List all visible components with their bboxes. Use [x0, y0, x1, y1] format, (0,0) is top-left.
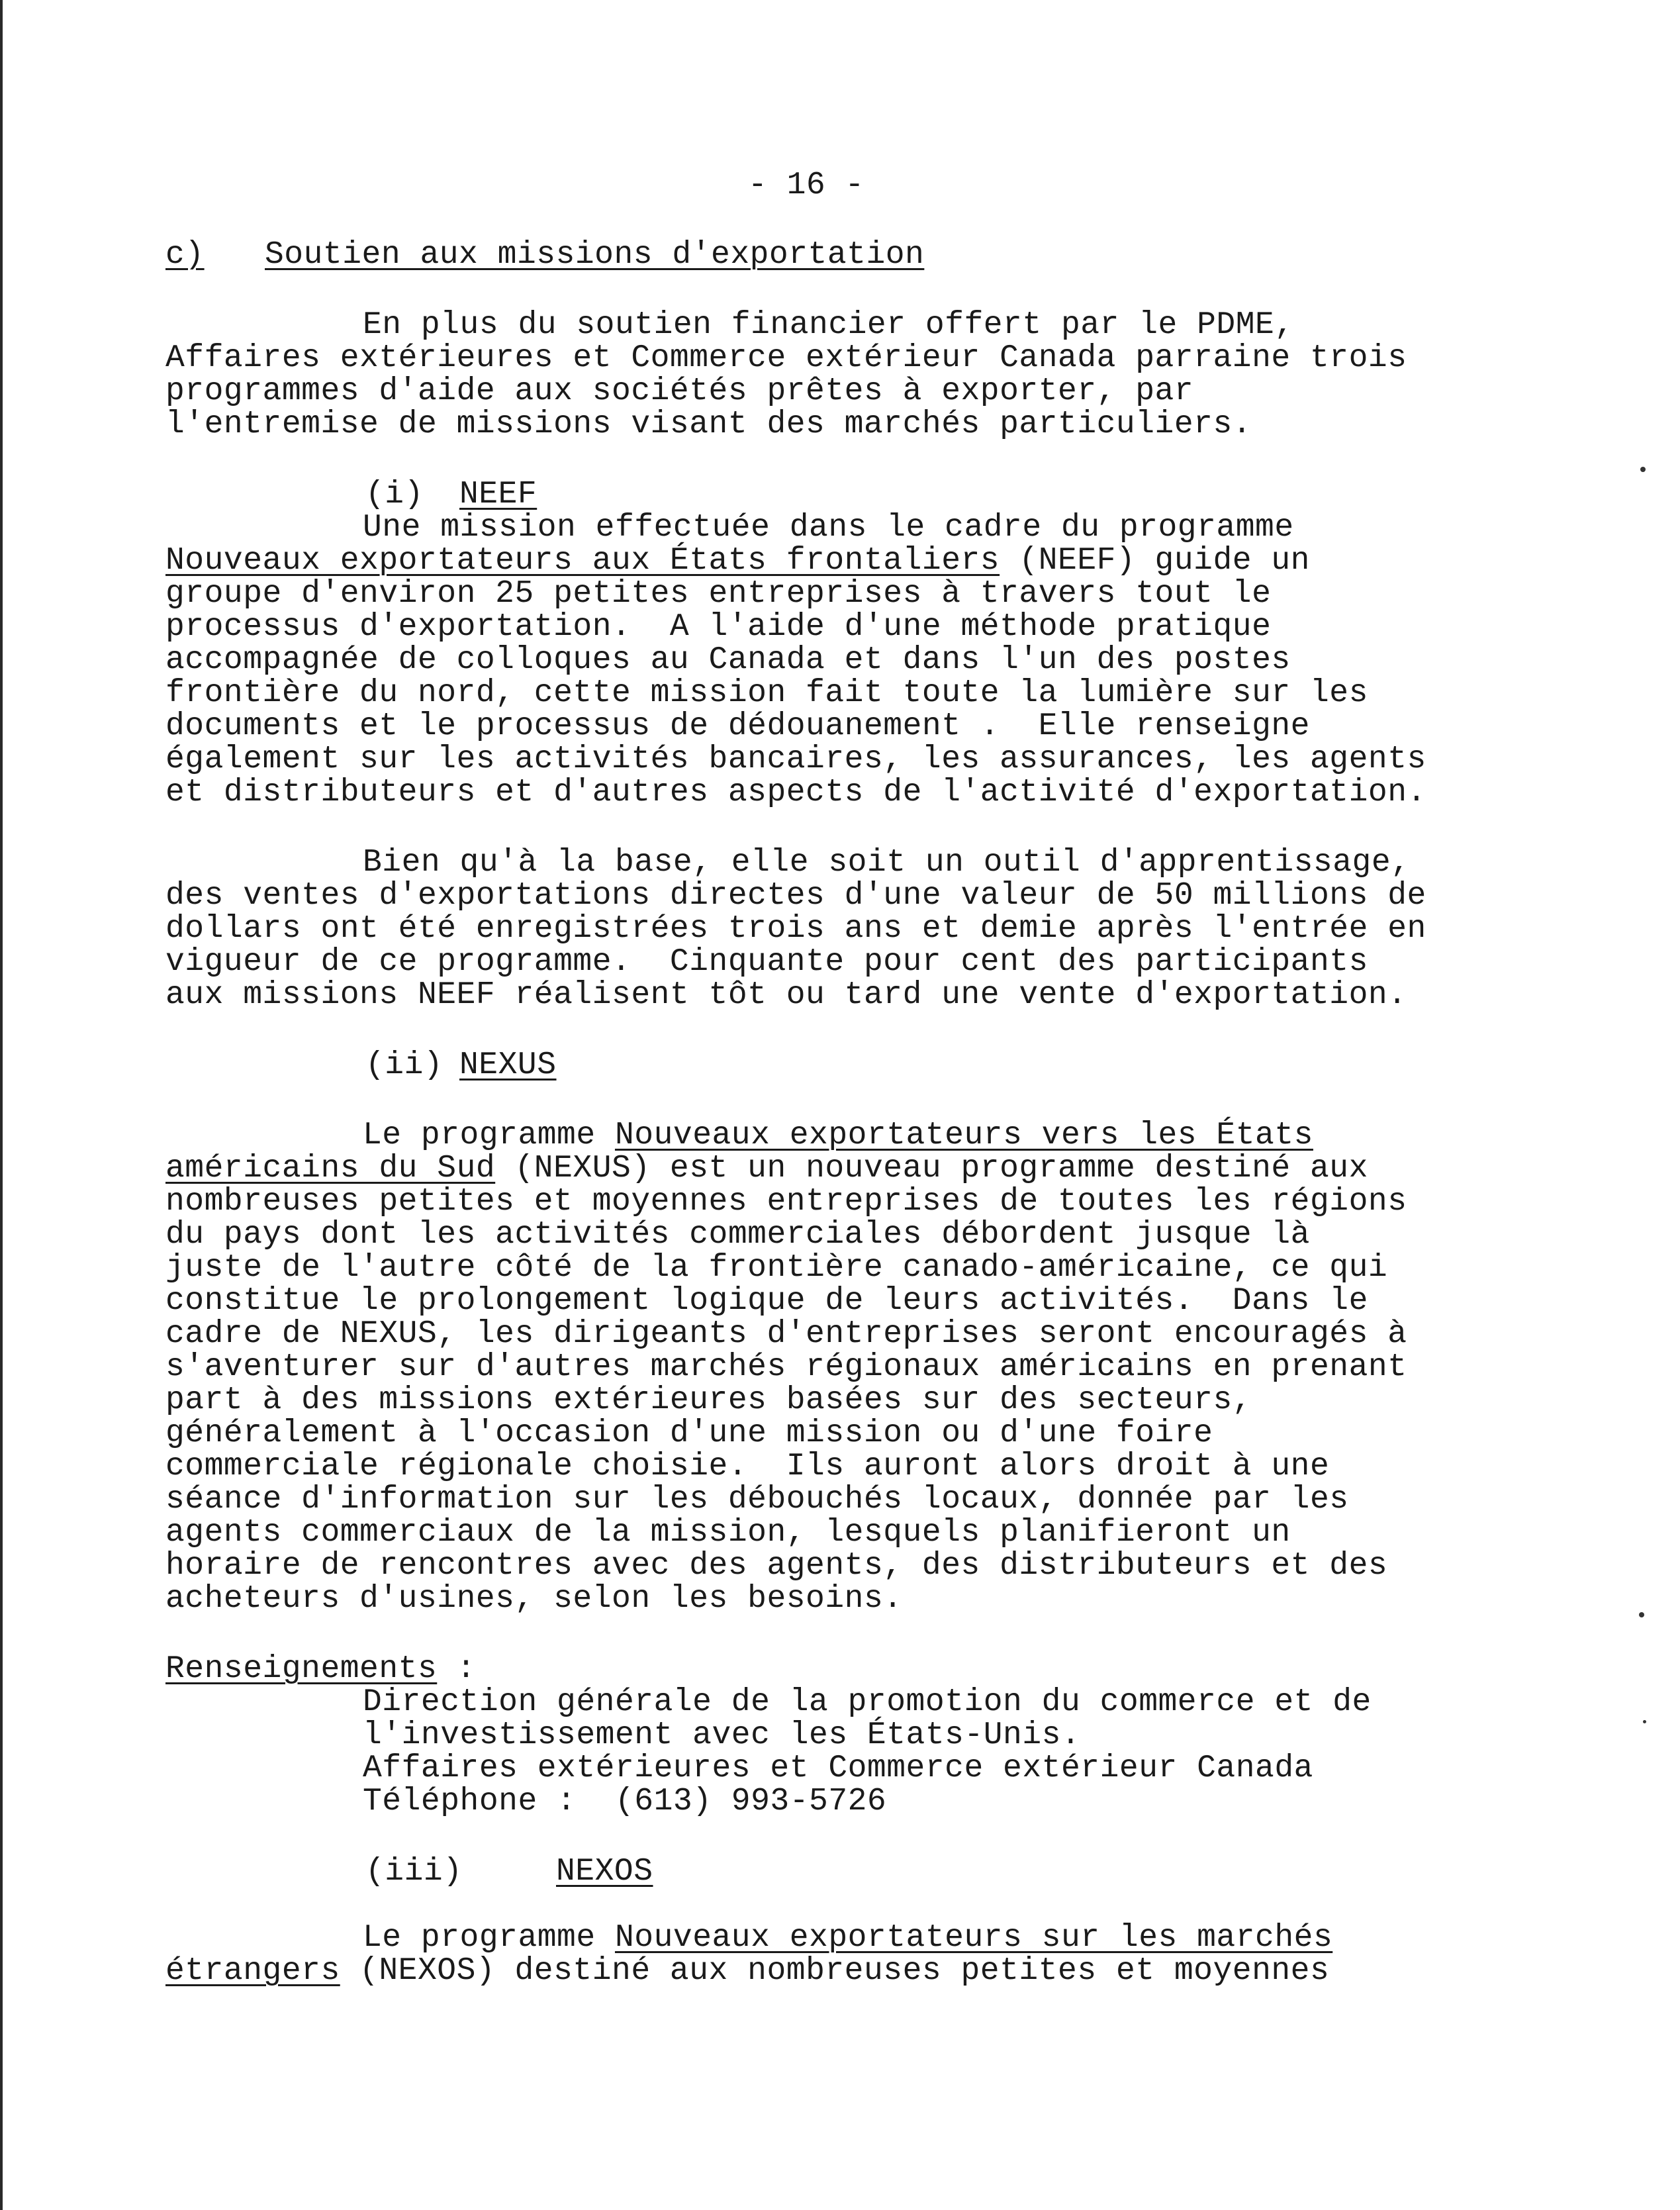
- nexus-line: juste de l'autre côté de la frontière canado-américaine, ce qui: [165, 1250, 1388, 1286]
- intro-line: Affaires extérieures et Commerce extérieur Canada parraine trois: [165, 340, 1407, 376]
- section-letter: c): [165, 237, 205, 273]
- nexus-label: (ii): [365, 1047, 443, 1083]
- scan-speck: [1640, 467, 1646, 472]
- scan-edge: [0, 0, 3, 2210]
- nexus-line: nombreuses petites et moyennes entreprises de toutes les régions: [165, 1184, 1407, 1220]
- page-number: - 16 -: [748, 168, 864, 203]
- neef-line: également sur les activités bancaires, les assurances, les agents: [165, 742, 1426, 777]
- neef-line: processus d'exportation. A l'aide d'une méthode pratique: [165, 609, 1272, 645]
- section-title: Soutien aux missions d'exportation: [265, 237, 925, 273]
- neef-para2-line: Bien qu'à la base, elle soit un outil d'apprentissage,: [363, 845, 1411, 881]
- nexus-line: s'aventurer sur d'autres marchés régionaux américains en prenant: [165, 1349, 1407, 1385]
- neef-line: Nouveaux exportateurs aux États frontaliers (NEEF) guide un: [165, 543, 1310, 579]
- nexos-label: (iii): [365, 1854, 463, 1890]
- nexus-line: constitue le prolongement logique de leurs activités. Dans le: [165, 1283, 1368, 1319]
- nexus-line: américains du Sud (NEXUS) est un nouveau programme destiné aux: [165, 1151, 1368, 1186]
- nexos-heading: NEXOS: [556, 1854, 653, 1890]
- nexus-line: acheteurs d'usines, selon les besoins.: [165, 1581, 903, 1617]
- info-line: Affaires extérieures et Commerce extérieur Canada: [363, 1751, 1313, 1786]
- neef-para2-line: vigueur de ce programme. Cinquante pour cent des participants: [165, 944, 1368, 980]
- intro-line: programmes d'aide aux sociétés prêtes à exporter, par: [165, 373, 1194, 409]
- nexus-line: séance d'information sur les débouchés locaux, donnée par les: [165, 1482, 1349, 1517]
- nexos-line: étrangers (NEXOS) destiné aux nombreuses petites et moyennes: [165, 1953, 1330, 1989]
- info-line: Téléphone : (613) 993-5726: [363, 1784, 887, 1819]
- neef-para2-line: des ventes d'exportations directes d'une valeur de 50 millions de: [165, 878, 1426, 914]
- neef-line: documents et le processus de dédouanement . Elle renseigne: [165, 708, 1310, 744]
- nexos-line: Le programme Nouveaux exportateurs sur les marchés: [363, 1920, 1333, 1956]
- nexus-line: commerciale régionale choisie. Ils auront alors droit à une: [165, 1449, 1330, 1484]
- neef-para2-line: dollars ont été enregistrées trois ans et demie après l'entrée en: [165, 911, 1426, 947]
- neef-line: et distributeurs et d'autres aspects de l'activité d'exportation.: [165, 775, 1426, 810]
- neef-line: Une mission effectuée dans le cadre du programme: [363, 510, 1294, 546]
- scan-speck: [1643, 1720, 1646, 1723]
- nexus-line: part à des missions extérieures basées sur des secteurs,: [165, 1382, 1252, 1418]
- nexus-line: cadre de NEXUS, les dirigeants d'entreprises seront encouragés à: [165, 1316, 1407, 1352]
- neef-para2-line: aux missions NEEF réalisent tôt ou tard une vente d'exportation.: [165, 977, 1407, 1013]
- nexus-heading: NEXUS: [459, 1047, 557, 1083]
- intro-line: En plus du soutien financier offert par le PDME,: [363, 307, 1294, 343]
- nexus-line: généralement à l'occasion d'une mission ou d'une foire: [165, 1416, 1213, 1451]
- nexus-line: horaire de rencontres avec des agents, des distributeurs et des: [165, 1548, 1388, 1584]
- info-heading: Renseignements :: [165, 1651, 476, 1687]
- neef-label: (i): [365, 477, 424, 512]
- neef-heading: NEEF: [459, 477, 537, 512]
- nexus-line: Le programme Nouveaux exportateurs vers les États: [363, 1118, 1313, 1153]
- scan-speck: [1639, 1612, 1644, 1617]
- info-line: l'investissement avec les États-Unis.: [363, 1717, 1081, 1753]
- neef-line: frontière du nord, cette mission fait toute la lumière sur les: [165, 675, 1368, 711]
- intro-line: l'entremise de missions visant des marchés particuliers.: [165, 407, 1252, 442]
- info-line: Direction générale de la promotion du commerce et de: [363, 1684, 1372, 1720]
- nexus-line: agents commerciaux de la mission, lesquels planifieront un: [165, 1515, 1291, 1551]
- nexus-line: du pays dont les activités commerciales débordent jusque là: [165, 1217, 1310, 1253]
- neef-line: accompagnée de colloques au Canada et dans l'un des postes: [165, 642, 1291, 678]
- neef-line: groupe d'environ 25 petites entreprises à travers tout le: [165, 576, 1272, 612]
